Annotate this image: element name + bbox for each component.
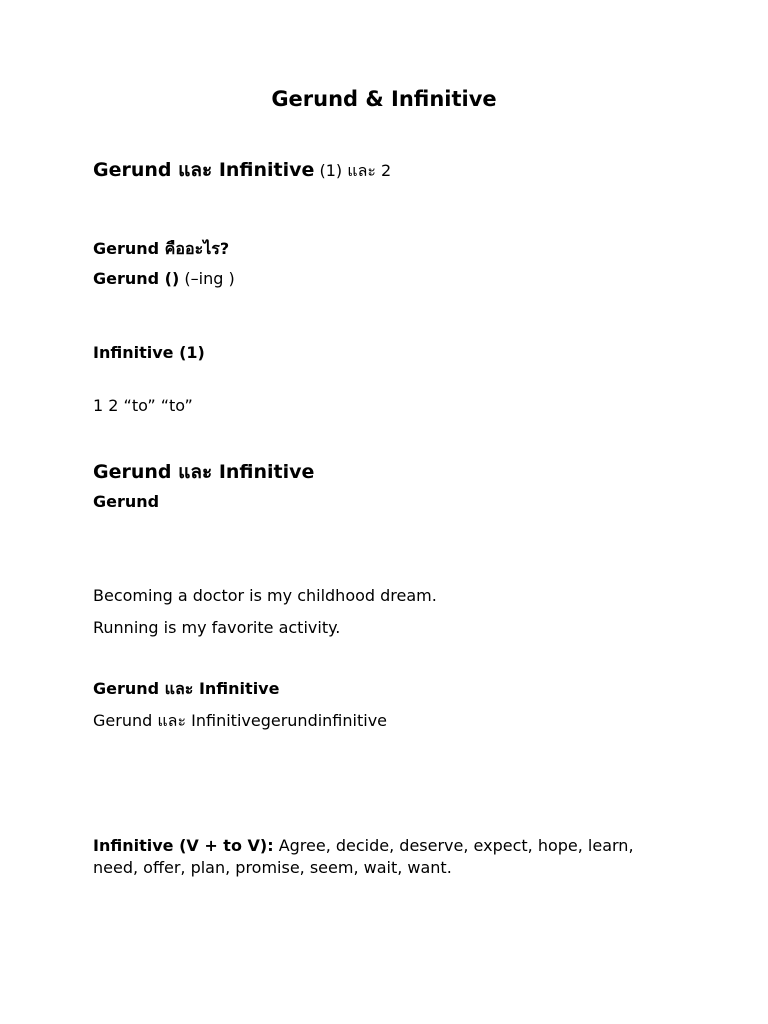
gerund-def-label-end: )	[172, 269, 180, 288]
example-sentence: Running is my favorite activity.	[93, 618, 341, 637]
verbs-list-bold: Infinitive (V + to V):	[93, 836, 274, 855]
intro-paragraph	[93, 160, 683, 182]
what-is-gerund-heading: Gerund คืออะไร?	[93, 239, 230, 258]
infinitive-def-label: Infinitive (	[93, 343, 187, 362]
note-to1: “to”	[123, 396, 156, 415]
infinitive-definition	[93, 342, 683, 364]
verbs-list-verbs: Agree, decide, deserve, expect, hope, learn, need, offer, plan, promise, seem, wait, want.	[93, 836, 634, 877]
intro-paren-num: 1) และ 2	[325, 161, 392, 180]
infinitive-def-num: 1)	[186, 343, 205, 362]
explain-part2: Gerund และ Infinitive	[93, 711, 261, 730]
verb-follow-heading	[93, 678, 683, 700]
gerund-def-close: )	[228, 269, 235, 288]
note-num2: 2	[108, 396, 124, 415]
verb-follow-bold: Gerund และ Infinitive	[93, 679, 280, 698]
infinitive-verbs-list	[93, 835, 683, 878]
intro-lead: Gerund และ Infinitive	[93, 159, 315, 181]
to-note	[93, 395, 683, 417]
example-sentence: Becoming a doctor is my childhood dream.	[93, 586, 437, 605]
document-title: Gerund & Infinitive	[271, 87, 497, 111]
intro-text: (	[314, 161, 326, 180]
usage-heading	[93, 457, 683, 487]
gerund-def-text: (	[179, 269, 191, 288]
gerund-def-label: Gerund (	[93, 269, 172, 288]
gerund-definition	[93, 268, 683, 290]
gerund-subject-bold: Gerund	[93, 492, 160, 511]
explain-part4: gerund	[260, 711, 318, 730]
usage-heading-en: Gerund และ Infinitive	[93, 461, 315, 483]
note-to2: “to”	[160, 396, 193, 415]
explanation-paragraph	[93, 710, 683, 732]
gerund-as-subject	[93, 491, 683, 513]
gerund-def-ing: –ing	[190, 269, 229, 288]
note-num1: 1	[93, 396, 109, 415]
explain-part6: infinitive	[317, 711, 387, 730]
